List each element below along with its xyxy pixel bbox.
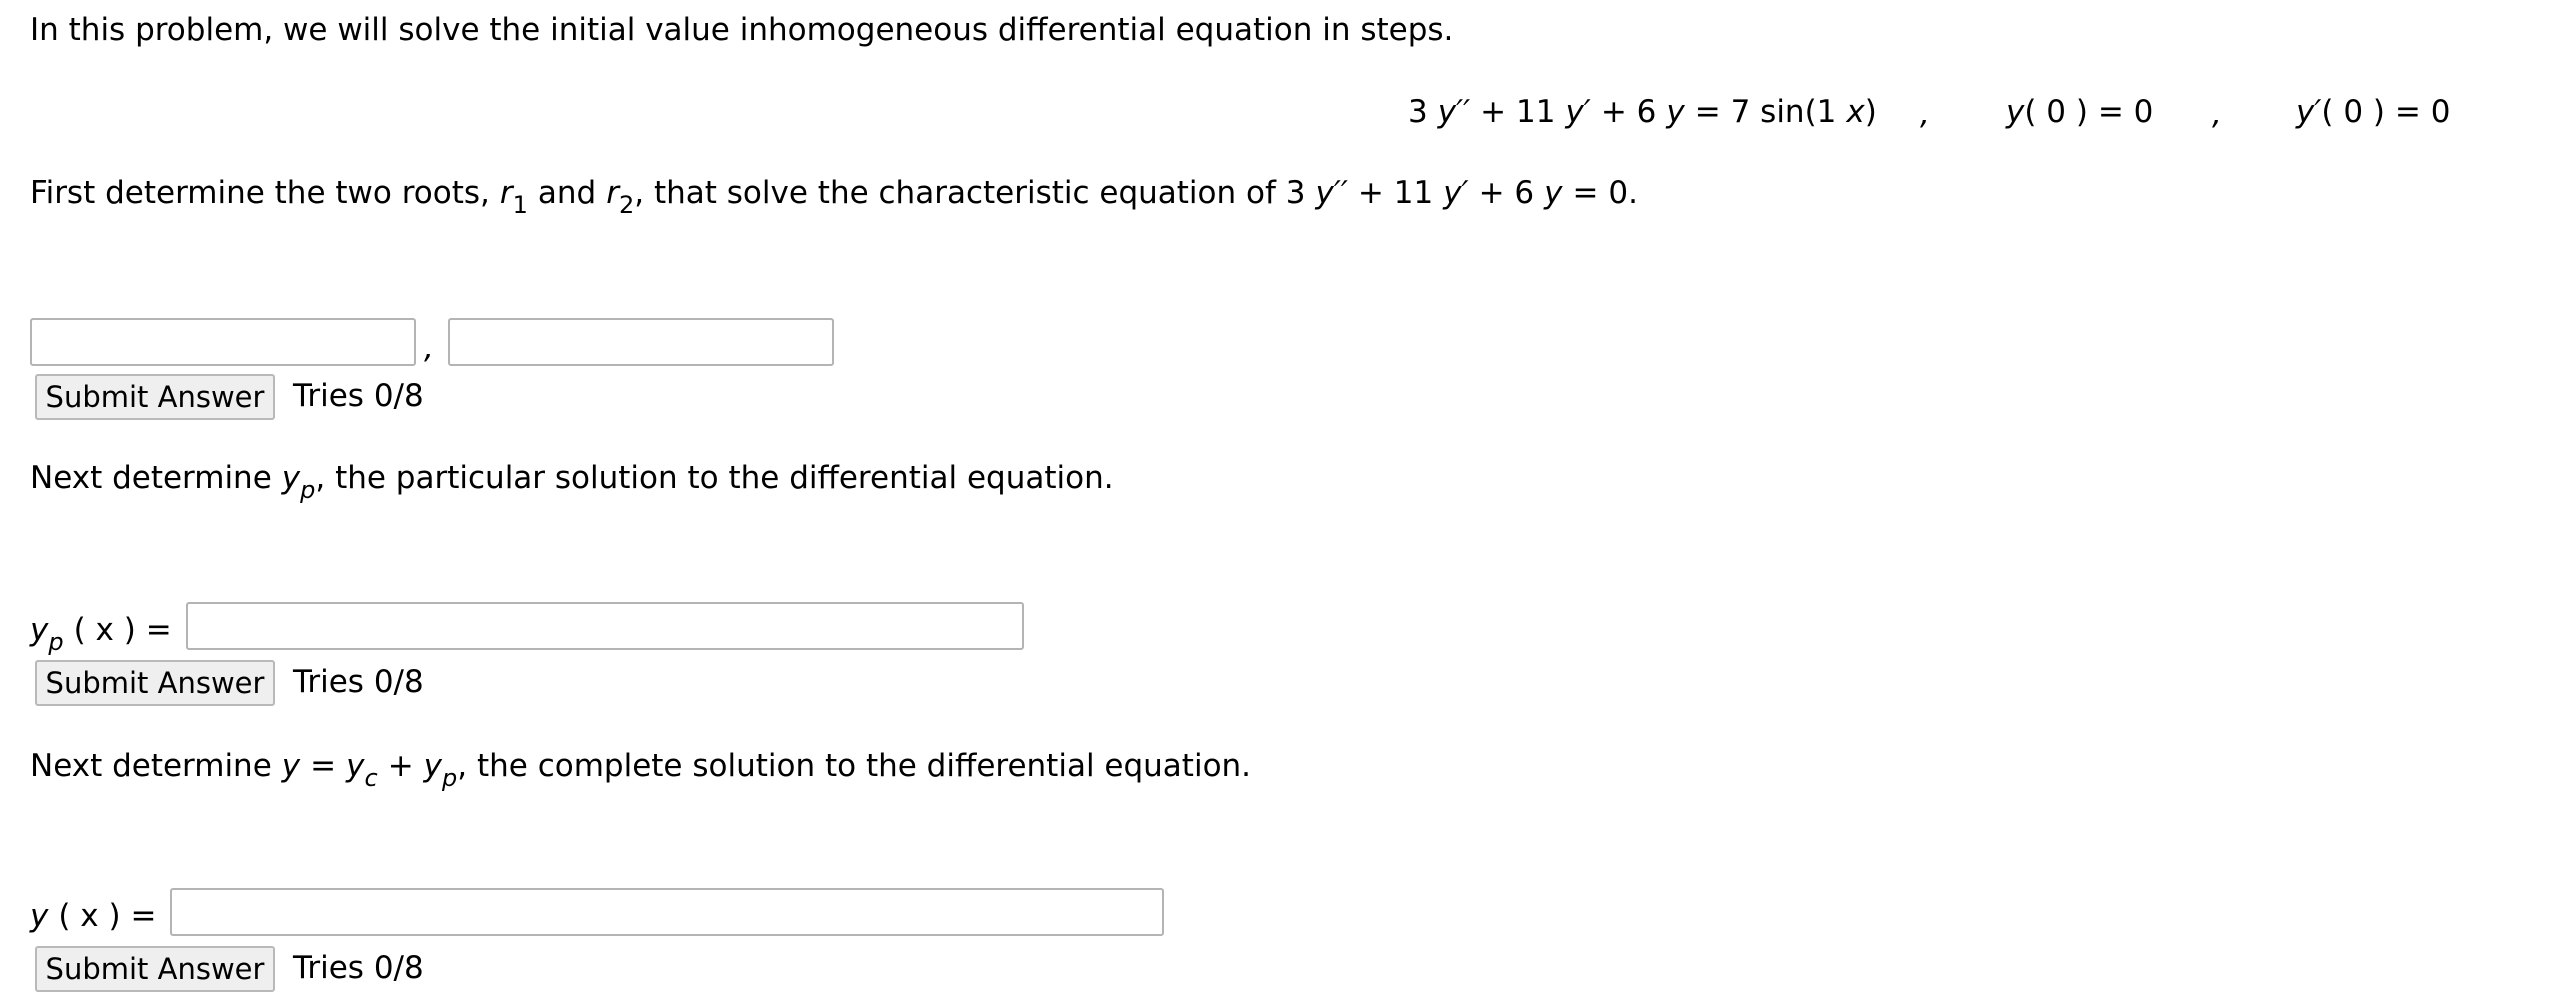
step2-text-a: Next determine — [30, 460, 272, 496]
eq-y-double-prime: y′′ — [1437, 94, 1471, 130]
yc-subscript: c — [364, 764, 378, 792]
step1-submit-button[interactable]: Submit Answer — [35, 374, 275, 420]
step1-text-a: First determine the two roots, — [30, 175, 490, 211]
step2-text-b: , the particular solution to the differential equation. — [315, 460, 1114, 496]
eq-separator-2: , — [2212, 96, 2222, 132]
y-label — [30, 898, 156, 934]
ic2-value: ( 0 ) = 0 — [2321, 94, 2451, 130]
step1-y-double-prime: y′′ — [1315, 175, 1348, 211]
step1-y: y — [1544, 175, 1563, 211]
eq-y: y — [1666, 94, 1685, 130]
initial-condition-2 — [2296, 94, 2450, 130]
particular-solution-input[interactable] — [186, 602, 1024, 650]
step1-text-d: + 6 — [1478, 175, 1535, 211]
step1-text-c: + 11 — [1357, 175, 1434, 211]
yp-subscript: p — [300, 476, 316, 504]
step2-prompt — [30, 460, 1114, 504]
step1-text-e: = 0. — [1572, 175, 1638, 211]
roots-comma: , — [424, 330, 434, 366]
step3-yp-subscript: p — [442, 764, 458, 792]
eq-y-prime: y′ — [1565, 94, 1591, 130]
yp-label-paren: ( x ) = — [73, 612, 172, 648]
step3-plus: + — [387, 748, 414, 784]
step3-text-a: Next determine — [30, 748, 272, 784]
y-label-y: y — [30, 898, 49, 934]
step3-tries: Tries 0/8 — [293, 950, 424, 986]
eq-term3: + 6 — [1600, 94, 1657, 130]
ic1-value: ( 0 ) = 0 — [2024, 94, 2154, 130]
eq-x: x — [1846, 94, 1865, 130]
step2-tries: Tries 0/8 — [293, 664, 424, 700]
r2-symbol: r — [606, 175, 619, 211]
root2-input[interactable] — [448, 318, 834, 366]
yp-label-y: y — [30, 612, 49, 648]
root1-input[interactable] — [30, 318, 416, 366]
y-label-paren: ( x ) = — [58, 898, 157, 934]
r2-subscript: 2 — [618, 191, 635, 219]
ic1-y: y — [2006, 94, 2025, 130]
step3-yp-symbol: y — [423, 748, 443, 784]
initial-condition-1 — [2006, 94, 2153, 130]
step2-submit-button[interactable]: Submit Answer — [35, 660, 275, 706]
step3-y: y — [281, 748, 301, 784]
eq-coeff: 3 — [1408, 94, 1428, 130]
step3-equals: = — [310, 748, 337, 784]
intro-text: In this problem, we will solve the initial value inhomogeneous differential equation in steps. — [30, 12, 1454, 48]
step1-and: and — [537, 175, 597, 211]
step3-text-b: , the complete solution to the differential equation. — [457, 748, 1252, 784]
eq-term2: + 11 — [1480, 94, 1556, 130]
eq-separator-1: , — [1920, 96, 1930, 132]
differential-equation — [1408, 94, 1877, 130]
complete-solution-input[interactable] — [170, 888, 1164, 936]
yp-label — [30, 612, 172, 656]
step1-text-b: , that solve the characteristic equation of 3 — [634, 175, 1306, 211]
yc-symbol: y — [346, 748, 365, 784]
step3-submit-button[interactable]: Submit Answer — [35, 946, 275, 992]
yp-symbol: y — [281, 460, 301, 496]
step1-prompt — [30, 175, 1638, 219]
step1-tries: Tries 0/8 — [293, 378, 424, 414]
r1-subscript: 1 — [512, 191, 528, 219]
step1-y-prime: y′ — [1443, 175, 1469, 211]
ic2-y-prime: y′ — [2296, 94, 2322, 130]
eq-rhs: = 7 sin(1 — [1694, 94, 1837, 130]
yp-label-subscript: p — [48, 628, 64, 656]
r1-symbol: r — [499, 175, 513, 211]
step3-prompt — [30, 748, 1252, 792]
eq-rhs-close: ) — [1864, 94, 1877, 130]
